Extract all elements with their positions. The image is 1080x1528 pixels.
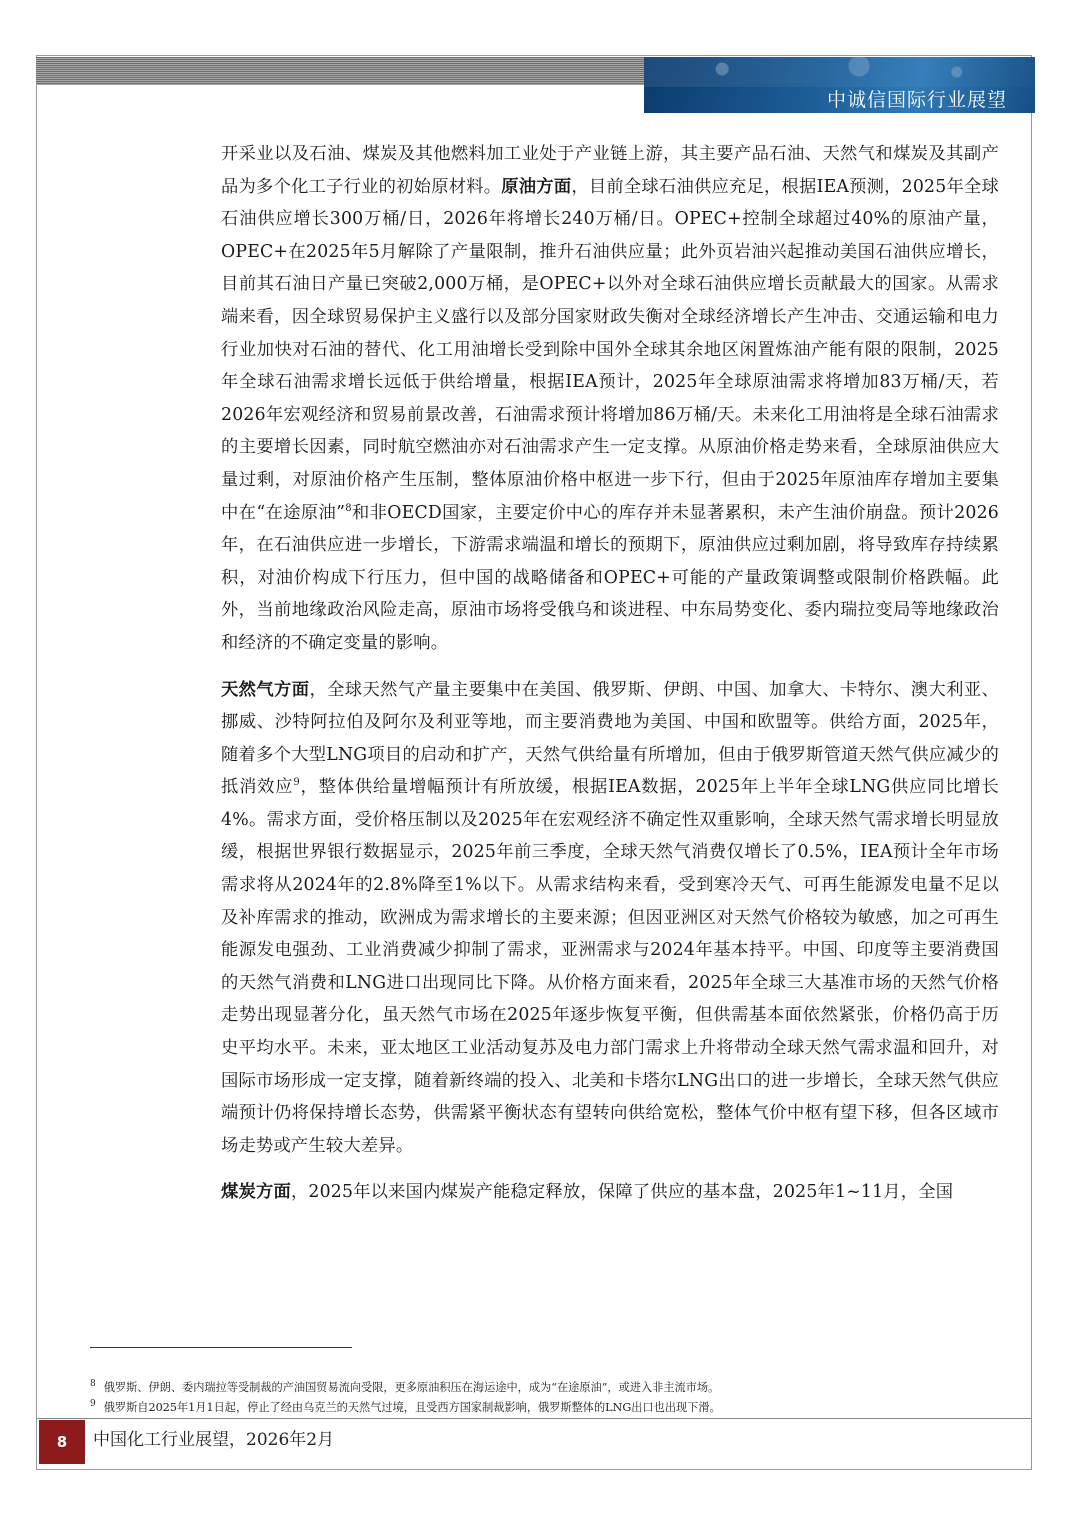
footnote-text: 俄罗斯自2025年1月1日起，停止了经由乌克兰的天然气过境，且受西方国家制裁影响，俄罗斯整体的LNG出口也出现下滑。 bbox=[103, 1401, 721, 1414]
header-banner bbox=[644, 57, 1035, 113]
paragraph-coal bbox=[221, 1176, 999, 1209]
footer-divider bbox=[36, 1418, 1032, 1419]
footnote-ref: 8 bbox=[345, 502, 352, 514]
header-banner-title: 中诚信国际行业展望 bbox=[826, 89, 1007, 111]
page-number-badge: 8 bbox=[39, 1420, 85, 1464]
header-stripe bbox=[36, 57, 646, 85]
footnotes bbox=[90, 1378, 990, 1418]
footnote-ref: 9 bbox=[293, 777, 300, 789]
section-lead: 原油方面 bbox=[501, 176, 572, 197]
footnote-divider bbox=[90, 1347, 352, 1348]
paragraph-gas bbox=[221, 674, 999, 1163]
body-text bbox=[221, 138, 999, 1223]
text-run: ，目前全球石油供应充足，根据IEA预测，2025年全球石油供应增长300万桶/日，2026年将增长240万桶/日。OPEC+控制全球超过40%的原油产量，OPEC+在2025年5月解除了产量限制，推升石油供应量；此外页岩油兴起推动美国石油供应增长，目前其石油日产量已突破2,000万桶，是OPEC+以外对全球石油供应增长贡献最大的国家。从需求端来看，因全球贸易保护主义盛行以及部分国家财政失衡对全球经济增长产生冲击、交通运输和电力行业加快对石油的替代、化工用油增长受到除中国外全球其余地区闲置炼油产能有限的限制，2025年全球石油需求增长远低于供给增量，根据IEA预计，2025年全球原油需求将增加83万桶/天，若2026年宏观经济和贸易前景改善，石油需求预计将增加86万桶/天。未来化工用油将是全球石油需求的主要增长因素，同时航空燃油亦对石油需求产生一定支撑。从原油价格走势来看，全球原油供应大量过剩，对原油价格产生压制，整体原油价格中枢进一步下行，但由于2025年原油库存增加主要集中在“在途原油” bbox=[221, 176, 999, 523]
text-run: ，2025年以来国内煤炭产能稳定释放，保障了供应的基本盘，2025年1~11月，全国 bbox=[290, 1182, 954, 1203]
text-run: 开采业以及石油、煤炭及其他燃料加工业处于产业链上游，其主要产品石油、天然气和煤炭及其副产品为多个化工子行业的初始原材料。 bbox=[221, 144, 999, 197]
footnote-mark: 9 bbox=[90, 1399, 96, 1410]
text-run: ，全球天然气产量主要集中在美国、俄罗斯、伊朗、中国、加拿大、卡特尔、澳大利亚、挪威、沙特阿拉伯及阿尔及利亚等地，而主要消费地为美国、中国和欧盟等。供给方面，2025年，随着多个大型LNG项目的启动和扩产，天然气供给量有所增加，但由于俄罗斯管道天然气供应减少的抵消效应 bbox=[221, 679, 999, 798]
paragraph-oil bbox=[221, 138, 999, 660]
text-run: 和非OECD国家，主要定价中心的库存并未显著累积，未产生油价崩盘。预计2026年，在石油供应进一步增长，下游需求端温和增长的预期下，原油供应过剩加剧，将导致库存持续累积，对油价构成下行压力，但中国的战略储备和OPEC+可能的产量政策调整或限制价格跌幅。此外，当前地缘政治风险走高，原油市场将受俄乌和谈进程、中东局势变化、委内瑞拉变局等地缘政治和经济的不确定变量的影响。 bbox=[221, 502, 999, 653]
text-run: ，整体供给量增幅预计有所放缓，根据IEA数据，2025年上半年全球LNG供应同比增长4%。需求方面，受价格压制以及2025年在宏观经济不确定性双重影响，全球天然气需求增长明显放缓，根据世界银行数据显示，2025年前三季度，全球天然气消费仅增长了0.5%，IEA预计全年市场需求将从2024年的2.8%降至1%以下。从需求结构来看，受到寒冷天气、可再生能源发电量不足以及补库需求的推动，欧洲成为需求增长的主要来源；但因亚洲区对天然气价格较为敏感，加之可再生能源发电强劲、工业消费减少抑制了需求，亚洲需求与2024年基本持平。中国、印度等主要消费国的天然气消费和LNG进口出现同比下降。从价格方面来看，2025年全球三大基准市场的天然气价格走势出现显著分化，虽天然气市场在2025年逐步恢复平衡，但供需基本面依然紧张，价格仍高于历史平均水平。未来，亚太地区工业活动复苏及电力部门需求上升将带动全球天然气需求温和回升，对国际市场形成一定支撑，随着新终端的投入、北美和卡塔尔LNG出口的进一步增长，全球天然气供应端预计仍将保持增长态势，供需紧平衡状态有望转向供给宽松，整体气价中枢有望下移，但各区域市场走势或产生较大差异。 bbox=[221, 777, 999, 1156]
footnote-9 bbox=[90, 1398, 990, 1418]
section-lead: 煤炭方面 bbox=[221, 1182, 291, 1203]
banner-decoration bbox=[644, 57, 1035, 87]
footnote-text: 俄罗斯、伊朗、委内瑞拉等受制裁的产油国贸易流向受限，更多原油积压在海运途中，成为“在途原油”，或进入非主流市场。 bbox=[103, 1381, 720, 1394]
section-lead: 天然气方面 bbox=[221, 679, 310, 700]
footer-title: 中国化工行业展望，2026年2月 bbox=[93, 1430, 335, 1450]
footnote-mark: 8 bbox=[90, 1379, 96, 1390]
footnote-8 bbox=[90, 1378, 990, 1398]
